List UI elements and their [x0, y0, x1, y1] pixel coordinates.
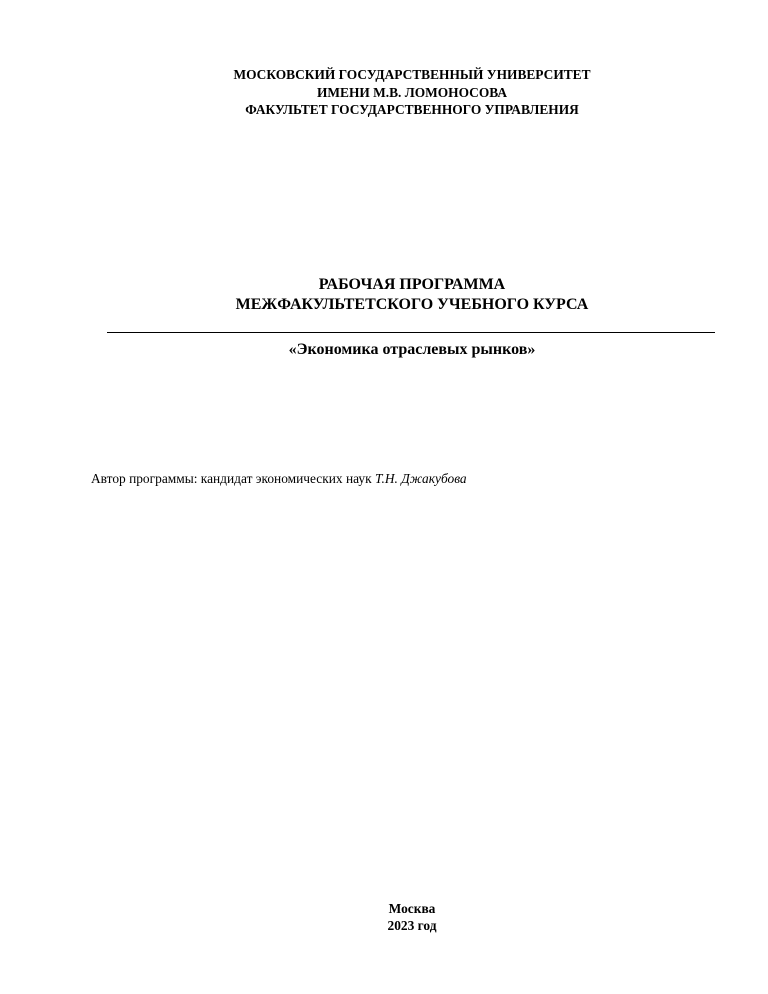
footer	[0, 900, 768, 934]
year: 2023 год	[387, 918, 437, 933]
university-name-continued: ИМЕНИ М.В. ЛОМОНОСОВА	[316, 84, 508, 100]
horizontal-rule	[107, 332, 715, 333]
author-line	[91, 470, 467, 487]
author-name: Т.Н. Джакубова	[374, 471, 467, 486]
document-title-line1: РАБОЧАЯ ПРОГРАММА	[318, 276, 506, 293]
document-title-line2: МЕЖФАКУЛЬТЕТСКОГО УЧЕБНОГО КУРСА	[235, 296, 589, 313]
university-header	[0, 66, 768, 119]
author-label: Автор программы: кандидат экономических наук	[91, 471, 375, 486]
document-title	[0, 275, 768, 315]
university-name: МОСКОВСКИЙ ГОСУДАРСТВЕННЫЙ УНИВЕРСИТЕТ	[233, 67, 591, 82]
city: Москва	[388, 901, 436, 916]
course-name: «Экономика отраслевых рынков»	[288, 341, 536, 358]
faculty-name: ФАКУЛЬТЕТ ГОСУДАРСТВЕННОГО УПРАВЛЕНИЯ	[245, 102, 579, 117]
